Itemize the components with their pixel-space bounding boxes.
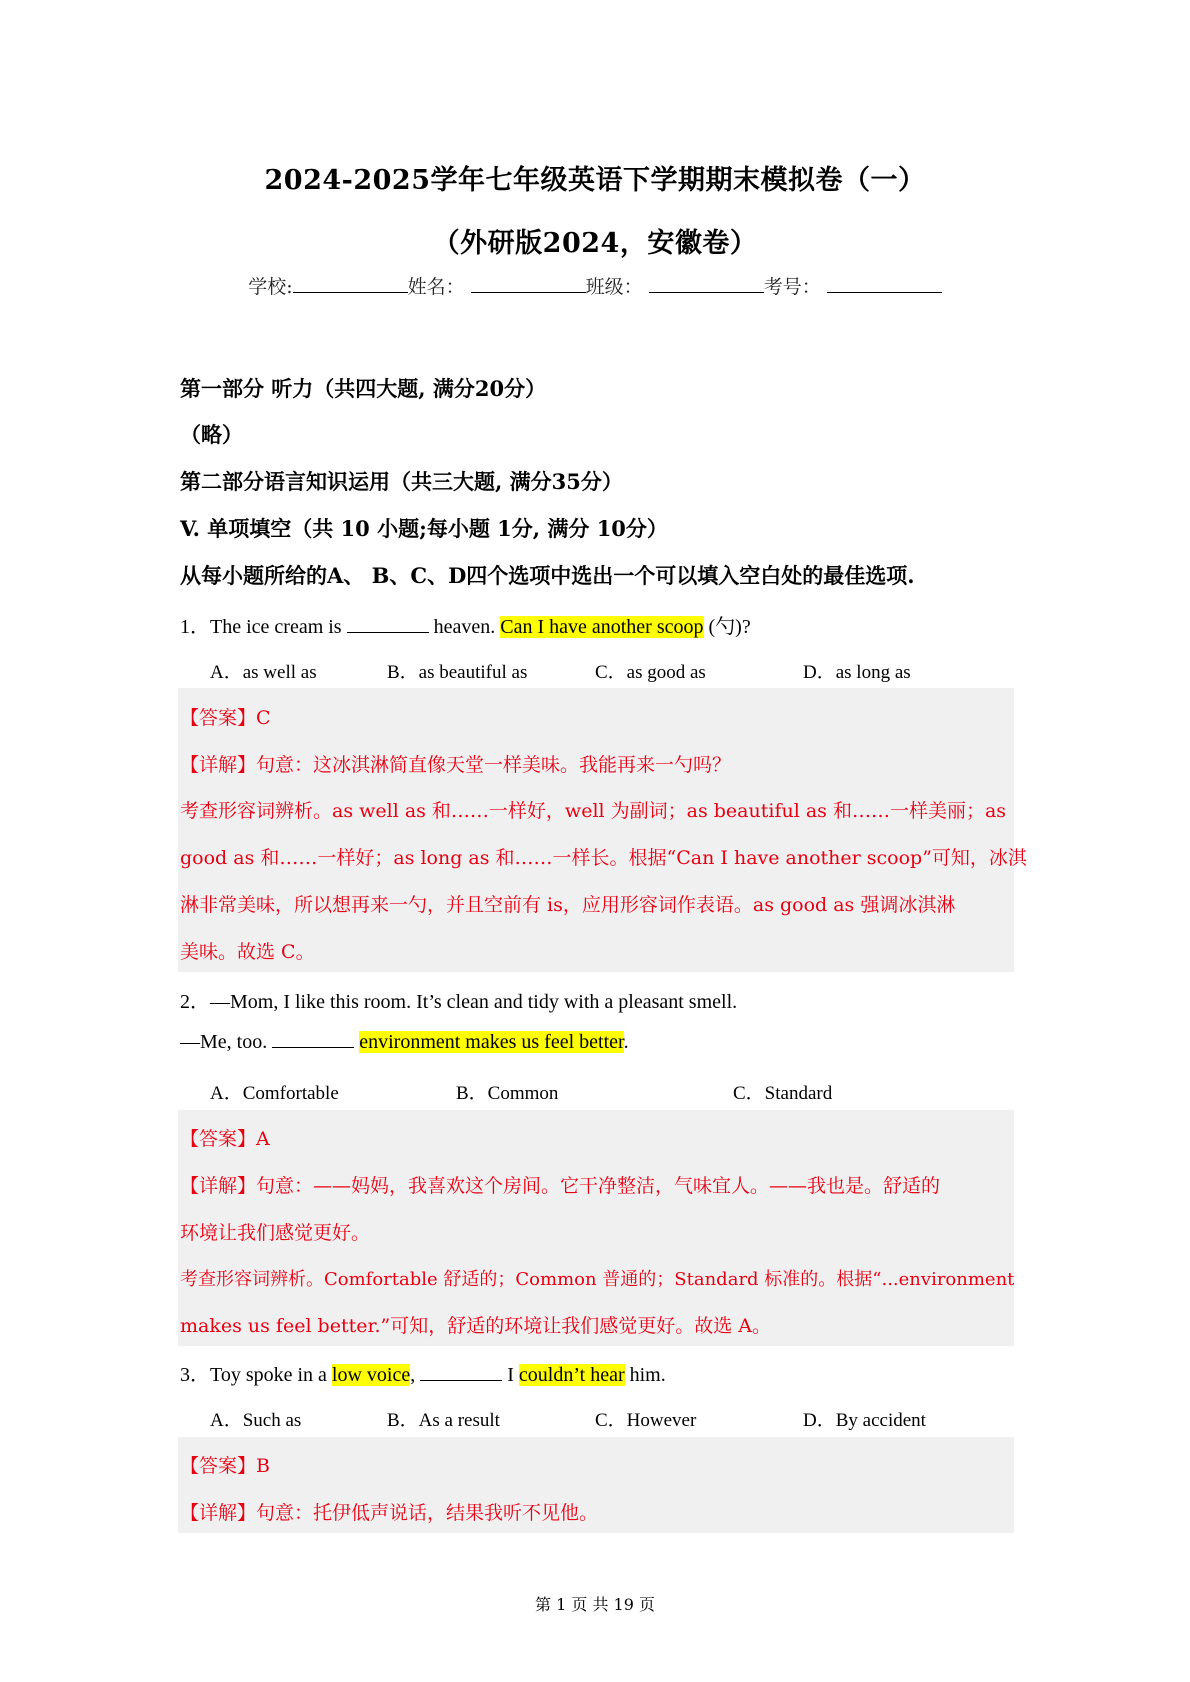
q1-explain-1: 【详解】句意：这冰淇淋简直像天堂一样美味。我能再来一勺吗？ [180, 754, 732, 776]
q1-text-pre: 1．The ice cream is [180, 616, 347, 638]
instruction: 从每小题所给的A、 B、C、D四个选项中选出一个可以填入空白处的最佳选项. [180, 563, 915, 588]
part1-omitted: （略） [180, 422, 243, 447]
q2-answer: 【答案】A [180, 1128, 270, 1150]
q2-explain-3: 考查形容词辨析。Comfortable 舒适的；Common 普通的；Standard 标准的。根据“...environment [180, 1269, 1015, 1290]
q1-answer-box [178, 688, 1014, 972]
part2-title: 第二部分语言知识运用（共三大题, 满分35分） [180, 469, 623, 494]
q2-option-a: A．Comfortable [210, 1083, 339, 1104]
q1-text-mid: heaven. [428, 616, 501, 638]
q3-option-b: B．As a result [387, 1410, 500, 1431]
q2-highlight: environment makes us feel better [359, 1031, 624, 1053]
name-blank [471, 276, 586, 293]
name-label: 姓名： [407, 276, 465, 298]
q2-explain-2: 环境让我们感觉更好。 [180, 1222, 371, 1244]
question-3 [180, 1358, 666, 1387]
q2-text-post: . [623, 1031, 629, 1053]
q2-option-c: C．Standard [733, 1083, 833, 1104]
q1-explain-2: 考查形容词辨析。as well as 和……一样好，well 为副词；as beautiful as 和……一样美丽；as [180, 800, 1007, 822]
q1-option-a: A．as well as [210, 662, 317, 683]
q3-text-mid: , [410, 1364, 421, 1386]
q1-highlight: Can I have another scoop [500, 616, 704, 638]
q2-option-b: B．Common [456, 1083, 559, 1104]
q3-answer: 【答案】B [180, 1455, 270, 1477]
question-2-line1: 2．—Mom, I like this room. It’s clean and tidy with a pleasant smell. [180, 991, 738, 1013]
class-label: 班级： [585, 276, 643, 298]
q2-blank [272, 1031, 354, 1048]
section5-title: V. 单项填空（共 10 小题;每小题 1分, 满分 10分） [180, 516, 668, 541]
q3-highlight-2: couldn’t hear [518, 1364, 625, 1386]
q3-option-a: A．Such as [210, 1410, 302, 1431]
q2-explain-1: 【详解】句意：——妈妈，我喜欢这个房间。它干净整洁，气味宜人。——我也是。舒适的 [180, 1175, 941, 1197]
q3-blank [420, 1364, 502, 1381]
q3-text-post: him. [624, 1364, 666, 1386]
id-blank [827, 276, 942, 293]
part1-title: 第一部分 听力（共四大题, 满分20分） [180, 376, 547, 401]
school-label: 学校: [248, 276, 293, 298]
q1-option-d: D．as long as [803, 662, 911, 683]
q1-explain-4: 淋非常美味，所以想再来一勺，并且空前有 is，应用形容词作表语。as good as 强调冰淇淋 [180, 894, 956, 916]
q3-option-c: C．However [595, 1410, 697, 1431]
doc-title-line1: 2024-2025学年七年级英语下学期期末模拟卷（一） [264, 165, 926, 196]
q3-option-d: D．By accident [803, 1410, 926, 1431]
q1-explain-3: good as 和……一样好；as long as 和……一样长。根据“Can I have another scoop”可知，冰淇 [180, 847, 1027, 869]
q3-highlight-1: low voice [331, 1364, 411, 1386]
page-footer: 第 1 页 共 19 页 [535, 1595, 655, 1614]
q3-explain-1: 【详解】句意：托伊低声说话，结果我听不见他。 [180, 1502, 599, 1524]
q2-explain-4: makes us feel better.”可知，舒适的环境让我们感觉更好。故选 A。 [180, 1315, 771, 1337]
school-blank [293, 276, 408, 293]
q1-option-c: C．as good as [595, 662, 706, 683]
q2-text-pre: —Me, too. [180, 1031, 273, 1053]
doc-title-line2: （外研版2024，安徽卷） [432, 228, 758, 259]
student-info-row [0, 272, 1190, 299]
id-label: 考号： [763, 276, 821, 298]
class-blank [649, 276, 764, 293]
q1-option-b: B．as beautiful as [387, 662, 528, 683]
q1-text-post: (勺)? [703, 616, 751, 638]
q1-answer: 【答案】C [180, 707, 271, 729]
q3-text-mid2: I [502, 1364, 519, 1386]
q3-text-pre: 3．Toy spoke in a [180, 1364, 332, 1386]
q1-blank [347, 616, 429, 633]
question-1 [180, 610, 751, 639]
question-2-line2 [180, 1031, 629, 1054]
q1-explain-5: 美味。故选 C。 [180, 941, 315, 963]
